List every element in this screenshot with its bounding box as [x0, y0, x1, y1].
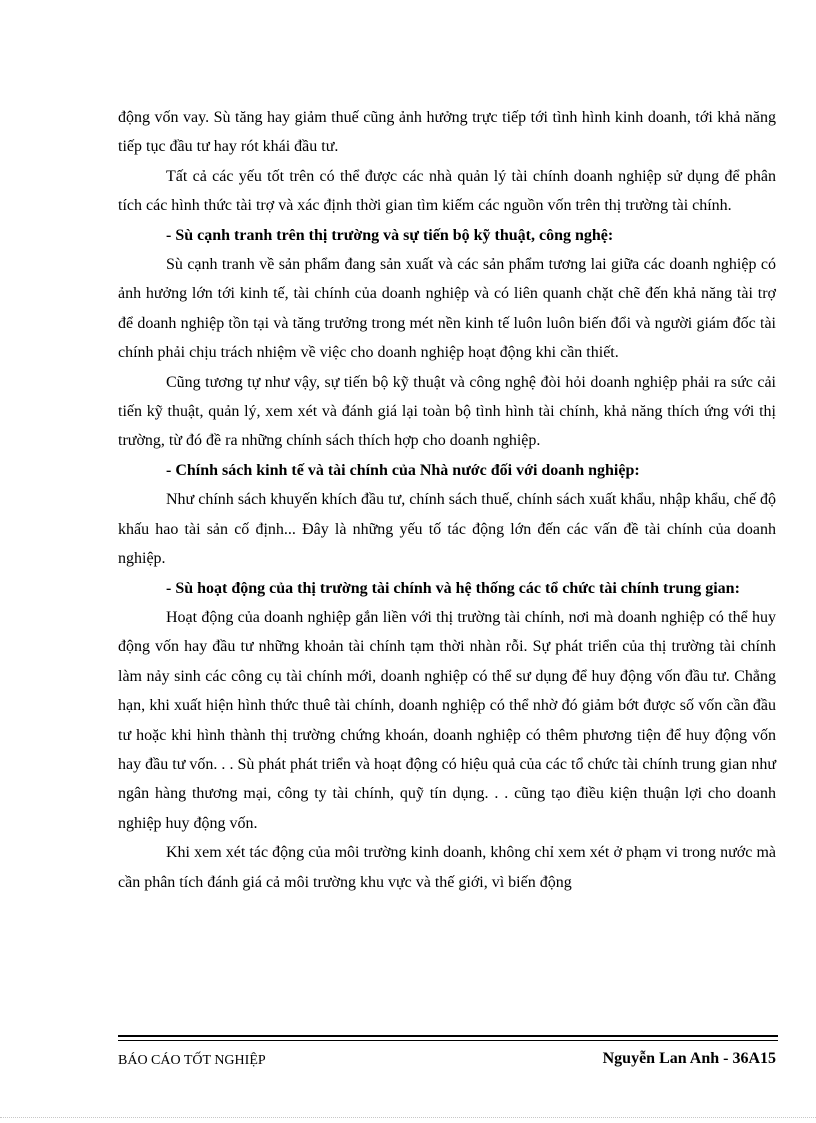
body-text [118, 103, 776, 897]
page-edge-divider [0, 1117, 816, 1118]
section-heading: - Chính sách kinh tế và tài chính của Nhà nước đối với doanh nghiệp: [166, 461, 640, 479]
paragraph: Khi xem xét tác động của môi trường kinh doanh, không chỉ xem xét ở phạm vi trong nước mà cần phân tích đánh giá cả môi trường khu vực và thế giới, vì biến động [118, 844, 776, 891]
section-heading: - Sù hoạt động của thị trường tài chính và hệ thống các tổ chức tài chính trung gian: [166, 579, 740, 597]
paragraph: Sù cạnh tranh về sản phẩm đang sản xuất và các sản phẩm tương lai giữa các doanh nghiệp có ảnh hưởng lớn tới kinh tế, tài chính của doanh nghiệp và có liên quanh chặt chẽ đến khả năng tài trợ để doanh nghiệp tồn tại và tăng trưởng trong mét nền kinh tế luôn luôn biến đổi và người giám đốc tài chính phải chịu trách nhiệm về việc cho doanh nghiệp hoạt động khi cần thiết. [118, 256, 776, 362]
paragraph: Tất cả các yếu tốt trên có thể được các nhà quản lý tài chính doanh nghiệp sử dụng để phân tích các hình thức tài trợ và xác định thời gian tìm kiếm các nguồn vốn trên thị trường tài chính. [118, 167, 776, 215]
paragraph: động vốn vay. Sù tăng hay giảm thuế cũng ảnh hưởng trực tiếp tới tình hình kinh doanh, tới khả năng tiếp tục đầu tư hay rót khái đầu tư. [118, 109, 776, 156]
paragraph: Hoạt động của doanh nghiệp gắn liền với thị trường tài chính, nơi mà doanh nghiệp có thể huy động vốn hay đầu tư những khoản tài chính tạm thời nhàn rỗi. Sự phát triển của thị trường tài chính làm nảy sinh các công cụ tài chính mới, doanh nghiệp có thể sư dụng để huy động vốn đầu tư. Chẳng hạn, khi xuất hiện hình thức thuê tài chính, doanh nghiệp có thể nhờ đó giảm bớt được số vốn cần đầu tư hoặc khi hình thành thị trường chứng khoán, doanh nghiệp có thêm phương tiện để huy động vốn hay đầu tư vốn. . . Sù phát phát triển và hoạt động có hiệu quả của các tổ chức tài chính trung gian như ngân hàng thương mại, công ty tài chính, quỹ tín dụng. . . cũng tạo điều kiện thuận lợi cho doanh nghiệp huy động vốn. [118, 608, 776, 832]
paragraph: Cũng tương tự như vậy, sự tiến bộ kỹ thuật và công nghệ đòi hỏi doanh nghiệp phải ra sức cải tiến kỹ thuật, quản lý, xem xét và đánh giá lại toàn bộ tình hình tài chính, khả năng thích ứng với thị trường, từ đó đề ra những chính sách thích hợp cho doanh nghiệp. [118, 373, 776, 450]
footer-rule-thin [118, 1040, 778, 1041]
paragraph: Như chính sách khuyến khích đầu tư, chính sách thuế, chính sách xuất khẩu, nhập khẩu, chế độ khấu hao tài sản cố định... Đây là những yếu tố tác động lớn đến các vấn đề tài chính của doanh nghiệp. [118, 491, 776, 568]
footer-rule-thick [118, 1035, 778, 1037]
footer-author: Nguyễn Lan Anh - 36A15 [602, 1050, 776, 1067]
footer-report-title: BÁO CÁO TỐT NGHIỆP [118, 1053, 266, 1068]
section-heading: - Sù cạnh tranh trên thị trường và sự tiến bộ kỹ thuật, công nghệ: [166, 226, 614, 244]
